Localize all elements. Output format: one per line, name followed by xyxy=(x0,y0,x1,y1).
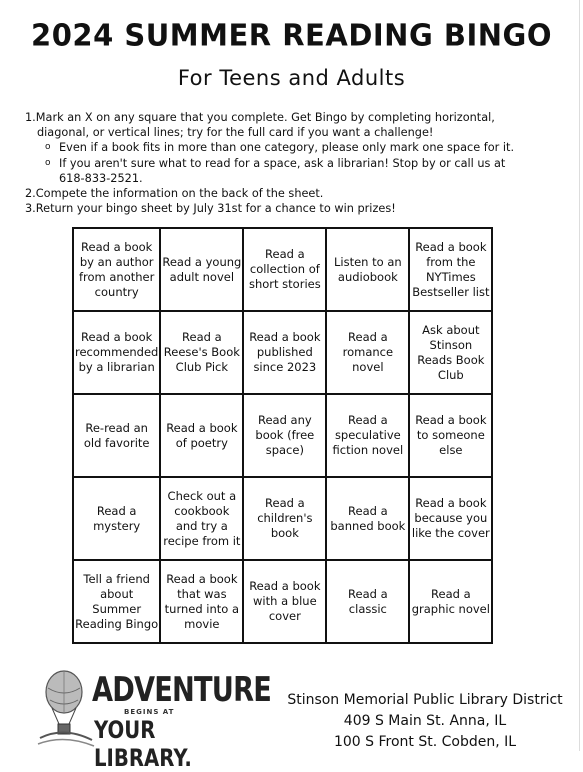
instruction-step-1: 1.Mark an X on any square that you complete. Get Bingo by completing horizontal, xyxy=(25,111,495,124)
bingo-square[interactable]: Check out a cookbook and try a recipe from it xyxy=(160,477,243,560)
instruction-step-1-cont: diagonal, or vertical lines; try for the full card if you want a challenge! xyxy=(37,126,434,140)
page-edge-line xyxy=(579,0,580,751)
bingo-square[interactable]: Read a speculative fiction novel xyxy=(326,394,409,477)
bullet-icon: o xyxy=(45,157,51,168)
bingo-square[interactable]: Read a classic xyxy=(326,560,409,643)
bingo-square[interactable]: Read a book of poetry xyxy=(160,394,243,477)
instruction-bullet-1 xyxy=(25,140,565,155)
bingo-card xyxy=(72,227,493,644)
bullet-icon: o xyxy=(45,142,51,153)
instruction-bullet-2-cont: 618-833-2521. xyxy=(59,171,143,185)
library-name: Stinson Memorial Public Library District xyxy=(287,692,563,708)
bingo-square[interactable]: Read a book because you like the cover xyxy=(409,477,492,560)
instruction-bullet-2 xyxy=(25,156,565,171)
adventure-logo xyxy=(34,668,271,772)
instruction-step-2: 2.Compete the information on the back of the sheet. xyxy=(25,187,324,201)
bingo-row xyxy=(73,477,492,560)
instruction-bullet-2-text: If you aren't sure what to read for a space, ask a librarian! Stop by or call us at xyxy=(59,156,506,170)
bingo-square[interactable]: Read a young adult novel xyxy=(160,228,243,311)
logo-text-begins-at: BEGINS AT xyxy=(124,708,175,716)
bingo-square[interactable]: Read a children's book xyxy=(243,477,326,560)
logo-text-adventure: ADVENTURE xyxy=(92,670,271,710)
bingo-square[interactable]: Ask about Stinson Reads Book Club xyxy=(409,311,492,394)
bingo-square[interactable]: Read a banned book xyxy=(326,477,409,560)
bingo-square[interactable]: Read a graphic novel xyxy=(409,560,492,643)
bingo-square-free-space[interactable]: Read any book (free space) xyxy=(243,394,326,477)
hot-air-balloon-icon xyxy=(34,668,96,748)
page-title: 2024 SUMMER READING BINGO xyxy=(31,17,552,53)
bingo-row xyxy=(73,311,492,394)
bingo-square[interactable]: Tell a friend about Summer Reading Bingo xyxy=(73,560,160,643)
bingo-square[interactable]: Read a collection of short stories xyxy=(243,228,326,311)
instruction-step-3: 3.Return your bingo sheet by July 31st for a chance to win prizes! xyxy=(25,202,396,216)
bingo-square[interactable]: Re-read an old favorite xyxy=(73,394,160,477)
bingo-square[interactable]: Read a mystery xyxy=(73,477,160,560)
bingo-row xyxy=(73,560,492,643)
bingo-square[interactable]: Read a Reese's Book Club Pick xyxy=(160,311,243,394)
bingo-square[interactable]: Read a book recommended by a librarian xyxy=(73,311,160,394)
library-address xyxy=(270,690,580,753)
instructions xyxy=(25,110,565,216)
bingo-row xyxy=(73,394,492,477)
bingo-square[interactable]: Read a book to someone else xyxy=(409,394,492,477)
bingo-square[interactable]: Read a book with a blue cover xyxy=(243,560,326,643)
instruction-bullet-1-text: Even if a book fits in more than one category, please only mark one space for it. xyxy=(59,141,515,155)
bingo-square[interactable]: Read a book from the NYTimes Bestseller list xyxy=(409,228,492,311)
bingo-square[interactable]: Read a book by an author from another country xyxy=(73,228,160,311)
logo-text-your-library: YOUR LIBRARY. xyxy=(94,716,192,772)
page-subtitle: For Teens and Adults xyxy=(177,66,406,90)
bingo-square[interactable]: Read a book that was turned into a movie xyxy=(160,560,243,643)
address-line-anna: 409 S Main St. Anna, IL xyxy=(343,713,507,729)
bingo-square[interactable]: Read a romance novel xyxy=(326,311,409,394)
address-line-cobden: 100 S Front St. Cobden, IL xyxy=(333,734,517,750)
bingo-row xyxy=(73,228,492,311)
bingo-square[interactable]: Read a book published since 2023 xyxy=(243,311,326,394)
bingo-square[interactable]: Listen to an audiobook xyxy=(326,228,409,311)
